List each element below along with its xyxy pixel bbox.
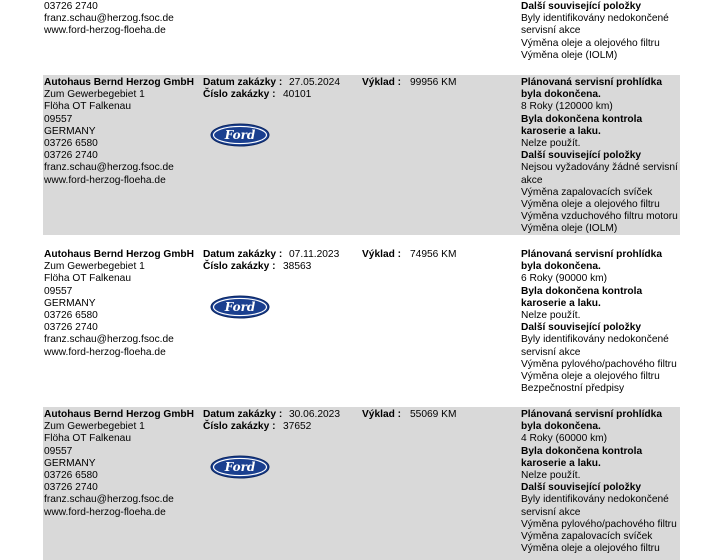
dealer-name: Autohaus Bernd Herzog GmbH: [44, 77, 194, 88]
ford-logo-icon: [210, 123, 270, 147]
dealer-line: Zum Gewerbegebiet 1: [44, 261, 145, 273]
order-date-value: 07.11.2023: [289, 249, 340, 260]
mileage-value: 74956 KM: [410, 249, 457, 260]
dealer-line: www.ford-herzog-floeha.de: [44, 25, 166, 37]
service-details: [521, 77, 680, 236]
dealer-line: www.ford-herzog-floeha.de: [44, 174, 166, 186]
service-line: Výměna oleje a olejového filtru: [521, 371, 660, 383]
dealer-details: [44, 409, 199, 519]
order-number-label: Číslo zakázky :: [203, 261, 276, 272]
dealer-line: 03726 2740: [44, 1, 98, 12]
mileage-value: 55069 KM: [410, 409, 457, 420]
service-line: Plánovaná servisní prohlídka byla dokončena.: [521, 409, 662, 433]
service-record: [43, 407, 680, 560]
service-line: Nelze použít.: [521, 470, 581, 482]
service-line: Nelze použít.: [521, 310, 581, 322]
dealer-line: GERMANY: [44, 297, 96, 309]
dealer-line: franz.schau@herzog.fsoc.de: [44, 334, 174, 346]
dealer-line: 09557: [44, 113, 73, 125]
mileage-value: 99956 KM: [410, 77, 457, 88]
service-line: Výměna vzduchového filtru motoru: [521, 211, 678, 223]
service-line: Nelze použít.: [521, 138, 581, 150]
dealer-line: GERMANY: [44, 125, 96, 137]
service-line: 6 Roky (90000 km): [521, 273, 608, 285]
ford-logo: [210, 455, 270, 479]
dealer-details: [44, 77, 199, 187]
dealer-details: [44, 1, 199, 38]
ford-logo-text: Ford: [224, 128, 256, 143]
service-line: Další související položky: [521, 150, 642, 162]
service-line: Výměna oleje a olejového filtru: [521, 199, 660, 211]
dealer-line: 03726 6580: [44, 309, 98, 321]
service-record: [43, 75, 680, 235]
service-line: Výměna oleje (IOLM): [521, 49, 618, 61]
ford-logo-text: Ford: [224, 300, 256, 315]
order-number-value: 37652: [283, 421, 312, 432]
dealer-line: www.ford-herzog-floeha.de: [44, 506, 166, 518]
dealer-line: Flöha OT Falkenau: [44, 433, 132, 445]
service-line: Bezpečnostní předpisy: [521, 383, 625, 395]
dealer-line: 03726 6580: [44, 137, 98, 149]
service-line: Další související položky: [521, 322, 642, 334]
service-line: Byly identifikovány nedokončené servisní akce: [521, 494, 669, 518]
order-date-label: Datum zakázky :: [203, 249, 283, 260]
ford-logo: [210, 295, 270, 319]
service-line: Plánovaná servisní prohlídka byla dokončena.: [521, 77, 662, 101]
dealer-name: Autohaus Bernd Herzog GmbH: [44, 409, 194, 420]
service-line: Byla dokončena kontrola karoserie a laku.: [521, 113, 643, 137]
order-number-label: Číslo zakázky :: [203, 421, 276, 432]
service-line: Nejsou vyžadovány žádné servisní akce: [521, 162, 678, 186]
dealer-line: GERMANY: [44, 457, 96, 469]
dealer-details: [44, 249, 199, 359]
service-line: Byla dokončena kontrola karoserie a laku.: [521, 285, 643, 309]
dealer-line: 03726 2740: [44, 150, 98, 162]
order-number-value: 40101: [283, 89, 312, 100]
order-number-value: 38563: [283, 261, 312, 272]
service-line: Výměna pylového/pachového filtru: [521, 358, 677, 370]
service-line: Další související položky: [521, 482, 642, 494]
mileage-label: Výklad :: [362, 249, 402, 260]
service-record: [43, 247, 680, 407]
dealer-line: 03726 2740: [44, 482, 98, 494]
mileage-label: Výklad :: [362, 409, 402, 420]
dealer-line: Zum Gewerbegebiet 1: [44, 89, 145, 101]
dealer-line: franz.schau@herzog.fsoc.de: [44, 162, 174, 174]
dealer-line: Flöha OT Falkenau: [44, 101, 132, 113]
order-date-label: Datum zakázky :: [203, 409, 283, 420]
service-line: Byly identifikovány nedokončené servisní akce: [521, 334, 669, 358]
dealer-line: 09557: [44, 285, 73, 297]
service-details: [521, 409, 680, 555]
dealer-line: Zum Gewerbegebiet 1: [44, 421, 145, 433]
dealer-line: www.ford-herzog-floeha.de: [44, 346, 166, 358]
order-number-label: Číslo zakázky :: [203, 89, 276, 100]
order-date-value: 27.05.2024: [289, 77, 340, 88]
service-details: [521, 1, 680, 62]
service-line: 8 Roky (120000 km): [521, 101, 613, 113]
dealer-line: 03726 2740: [44, 322, 98, 334]
order-date-label: Datum zakázky :: [203, 77, 283, 88]
service-line: Byly identifikovány nedokončené servisní akce: [521, 13, 669, 37]
service-line: Výměna oleje a olejového filtru: [521, 37, 660, 49]
dealer-line: franz.schau@herzog.fsoc.de: [44, 13, 174, 25]
service-line: Plánovaná servisní prohlídka byla dokončena.: [521, 249, 662, 273]
mileage-label: Výklad :: [362, 77, 402, 88]
ford-logo-icon: [210, 455, 270, 479]
ford-logo-icon: [210, 295, 270, 319]
service-line: Výměna zapalovacích svíček: [521, 531, 653, 543]
dealer-line: franz.schau@herzog.fsoc.de: [44, 494, 174, 506]
ford-logo: [210, 123, 270, 147]
service-line: Další související položky: [521, 1, 642, 12]
service-line: Výměna pylového/pachového filtru: [521, 518, 677, 530]
dealer-name: Autohaus Bernd Herzog GmbH: [44, 249, 194, 260]
dealer-line: Flöha OT Falkenau: [44, 273, 132, 285]
service-line: 4 Roky (60000 km): [521, 433, 608, 445]
dealer-line: 09557: [44, 445, 73, 457]
service-details: [521, 249, 680, 395]
dealer-line: 03726 6580: [44, 469, 98, 481]
service-line: Výměna oleje (IOLM): [521, 223, 618, 235]
service-line: Výměna oleje a olejového filtru: [521, 543, 660, 555]
order-date-value: 30.06.2023: [289, 409, 340, 420]
service-line: Výměna zapalovacích svíček: [521, 186, 653, 198]
ford-logo-text: Ford: [224, 460, 256, 475]
service-line: Byla dokončena kontrola karoserie a laku.: [521, 445, 643, 469]
